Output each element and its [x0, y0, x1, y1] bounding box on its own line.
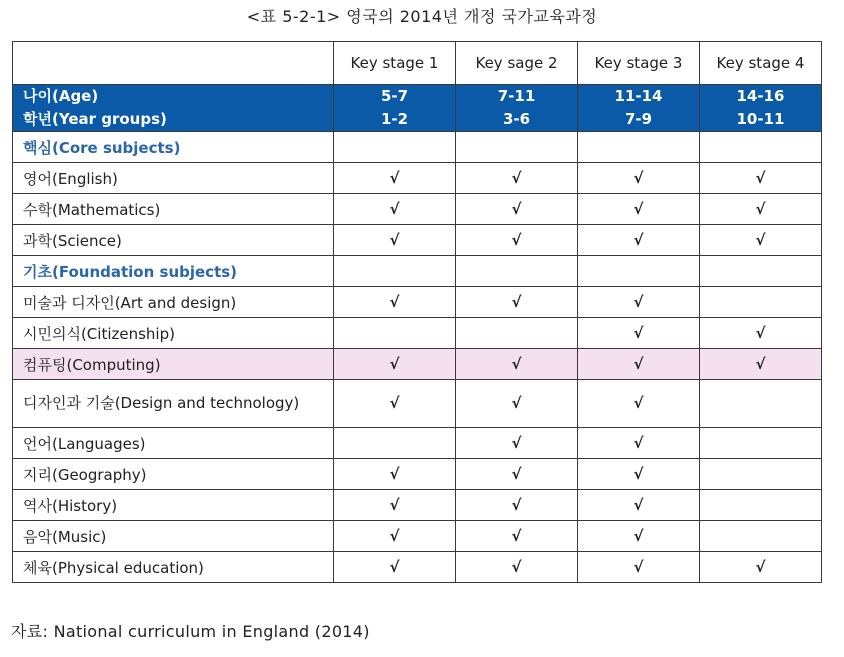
check-mark-icon: √	[456, 380, 578, 428]
stage-1-age: 5-7	[380, 87, 409, 105]
stage-2-age: 7-11	[497, 87, 536, 105]
stage-3-age-year-cell	[578, 85, 700, 132]
check-mark-icon: √	[578, 380, 700, 428]
subject-row	[13, 349, 822, 380]
stage-1-age-year-cell	[334, 85, 456, 132]
check-mark-icon: √	[578, 225, 700, 256]
stage-4-age-year-cell	[700, 85, 822, 132]
section-header-row	[13, 256, 822, 287]
check-mark-icon: √	[334, 490, 456, 521]
stage-2-years: 3-6	[502, 110, 531, 128]
check-mark-icon: √	[334, 287, 456, 318]
subject-row	[13, 552, 822, 583]
check-mark-icon: √	[578, 194, 700, 225]
subject-name: 음악(Music)	[13, 521, 334, 552]
section-header-row	[13, 132, 822, 163]
check-mark-icon: √	[578, 318, 700, 349]
check-mark-icon: √	[456, 428, 578, 459]
check-mark-icon: √	[334, 349, 456, 380]
key-stage-4-header: Key stage 4	[700, 42, 822, 85]
check-mark-icon: √	[334, 194, 456, 225]
section-title: 기초(Foundation subjects)	[13, 256, 334, 287]
subject-name: 과학(Science)	[13, 225, 334, 256]
subject-name: 시민의식(Citizenship)	[13, 318, 334, 349]
stage-4-years: 10-11	[736, 110, 785, 128]
check-mark-icon: √	[334, 163, 456, 194]
check-mark-icon: √	[578, 163, 700, 194]
check-mark-icon: √	[578, 428, 700, 459]
section-title: 핵심(Core subjects)	[13, 132, 334, 163]
check-mark-icon: √	[456, 459, 578, 490]
empty-cell	[700, 521, 822, 552]
stage-3-years: 7-9	[624, 110, 653, 128]
check-mark-icon: √	[700, 349, 822, 380]
check-mark-icon: √	[700, 163, 822, 194]
section-empty-cell	[456, 132, 578, 163]
subject-row	[13, 225, 822, 256]
check-mark-icon: √	[700, 318, 822, 349]
empty-cell	[700, 380, 822, 428]
stage-3-age: 11-14	[614, 87, 663, 105]
check-mark-icon: √	[578, 287, 700, 318]
subject-row	[13, 163, 822, 194]
subject-name: 언어(Languages)	[13, 428, 334, 459]
subject-row	[13, 521, 822, 552]
key-stage-2-header: Key sage 2	[456, 42, 578, 85]
age-year-row	[13, 85, 822, 132]
key-stage-3-header: Key stage 3	[578, 42, 700, 85]
check-mark-icon: √	[456, 490, 578, 521]
check-mark-icon: √	[578, 552, 700, 583]
check-mark-icon: √	[578, 490, 700, 521]
section-empty-cell	[578, 256, 700, 287]
check-mark-icon: √	[334, 552, 456, 583]
subject-row	[13, 318, 822, 349]
section-empty-cell	[334, 132, 456, 163]
subject-name: 영어(English)	[13, 163, 334, 194]
section-empty-cell	[578, 132, 700, 163]
check-mark-icon: √	[578, 349, 700, 380]
section-empty-cell	[700, 256, 822, 287]
subject-name: 지리(Geography)	[13, 459, 334, 490]
curriculum-table-body	[13, 42, 822, 583]
check-mark-icon: √	[334, 380, 456, 428]
empty-cell	[700, 287, 822, 318]
source-note: 자료: National curriculum in England (2014)	[11, 622, 370, 641]
table-caption: <표 5-2-1> 영국의 2014년 개정 국가교육과정	[246, 7, 598, 26]
check-mark-icon: √	[456, 194, 578, 225]
check-mark-icon: √	[456, 349, 578, 380]
empty-cell	[700, 490, 822, 521]
subject-row	[13, 428, 822, 459]
stage-1-years: 1-2	[380, 110, 409, 128]
subject-name: 디자인과 기술(Design and technology)	[13, 380, 334, 428]
subject-name: 컴퓨팅(Computing)	[13, 349, 334, 380]
subject-name: 체육(Physical education)	[13, 552, 334, 583]
check-mark-icon: √	[456, 225, 578, 256]
section-empty-cell	[700, 132, 822, 163]
empty-cell	[700, 428, 822, 459]
subject-row	[13, 194, 822, 225]
check-mark-icon: √	[456, 521, 578, 552]
header-empty-cell	[13, 42, 334, 85]
key-stage-1-header: Key stage 1	[334, 42, 456, 85]
age-label: 나이(Age)	[23, 87, 99, 105]
check-mark-icon: √	[700, 194, 822, 225]
stage-4-age: 14-16	[736, 87, 785, 105]
key-stage-header-row	[13, 42, 822, 85]
empty-cell	[334, 428, 456, 459]
year-groups-label: 학년(Year groups)	[23, 110, 167, 128]
subject-name: 미술과 디자인(Art and design)	[13, 287, 334, 318]
age-year-label-cell	[13, 85, 334, 132]
subject-name: 역사(History)	[13, 490, 334, 521]
check-mark-icon: √	[578, 521, 700, 552]
check-mark-icon: √	[334, 225, 456, 256]
check-mark-icon: √	[334, 459, 456, 490]
subject-name: 수학(Mathematics)	[13, 194, 334, 225]
check-mark-icon: √	[700, 552, 822, 583]
empty-cell	[334, 318, 456, 349]
check-mark-icon: √	[334, 521, 456, 552]
subject-row	[13, 459, 822, 490]
check-mark-icon: √	[700, 225, 822, 256]
empty-cell	[456, 318, 578, 349]
check-mark-icon: √	[456, 163, 578, 194]
check-mark-icon: √	[456, 287, 578, 318]
check-mark-icon: √	[456, 552, 578, 583]
check-mark-icon: √	[578, 459, 700, 490]
section-empty-cell	[334, 256, 456, 287]
section-empty-cell	[456, 256, 578, 287]
empty-cell	[700, 459, 822, 490]
subject-row	[13, 287, 822, 318]
subject-row	[13, 380, 822, 428]
stage-2-age-year-cell	[456, 85, 578, 132]
curriculum-table	[12, 41, 822, 583]
subject-row	[13, 490, 822, 521]
